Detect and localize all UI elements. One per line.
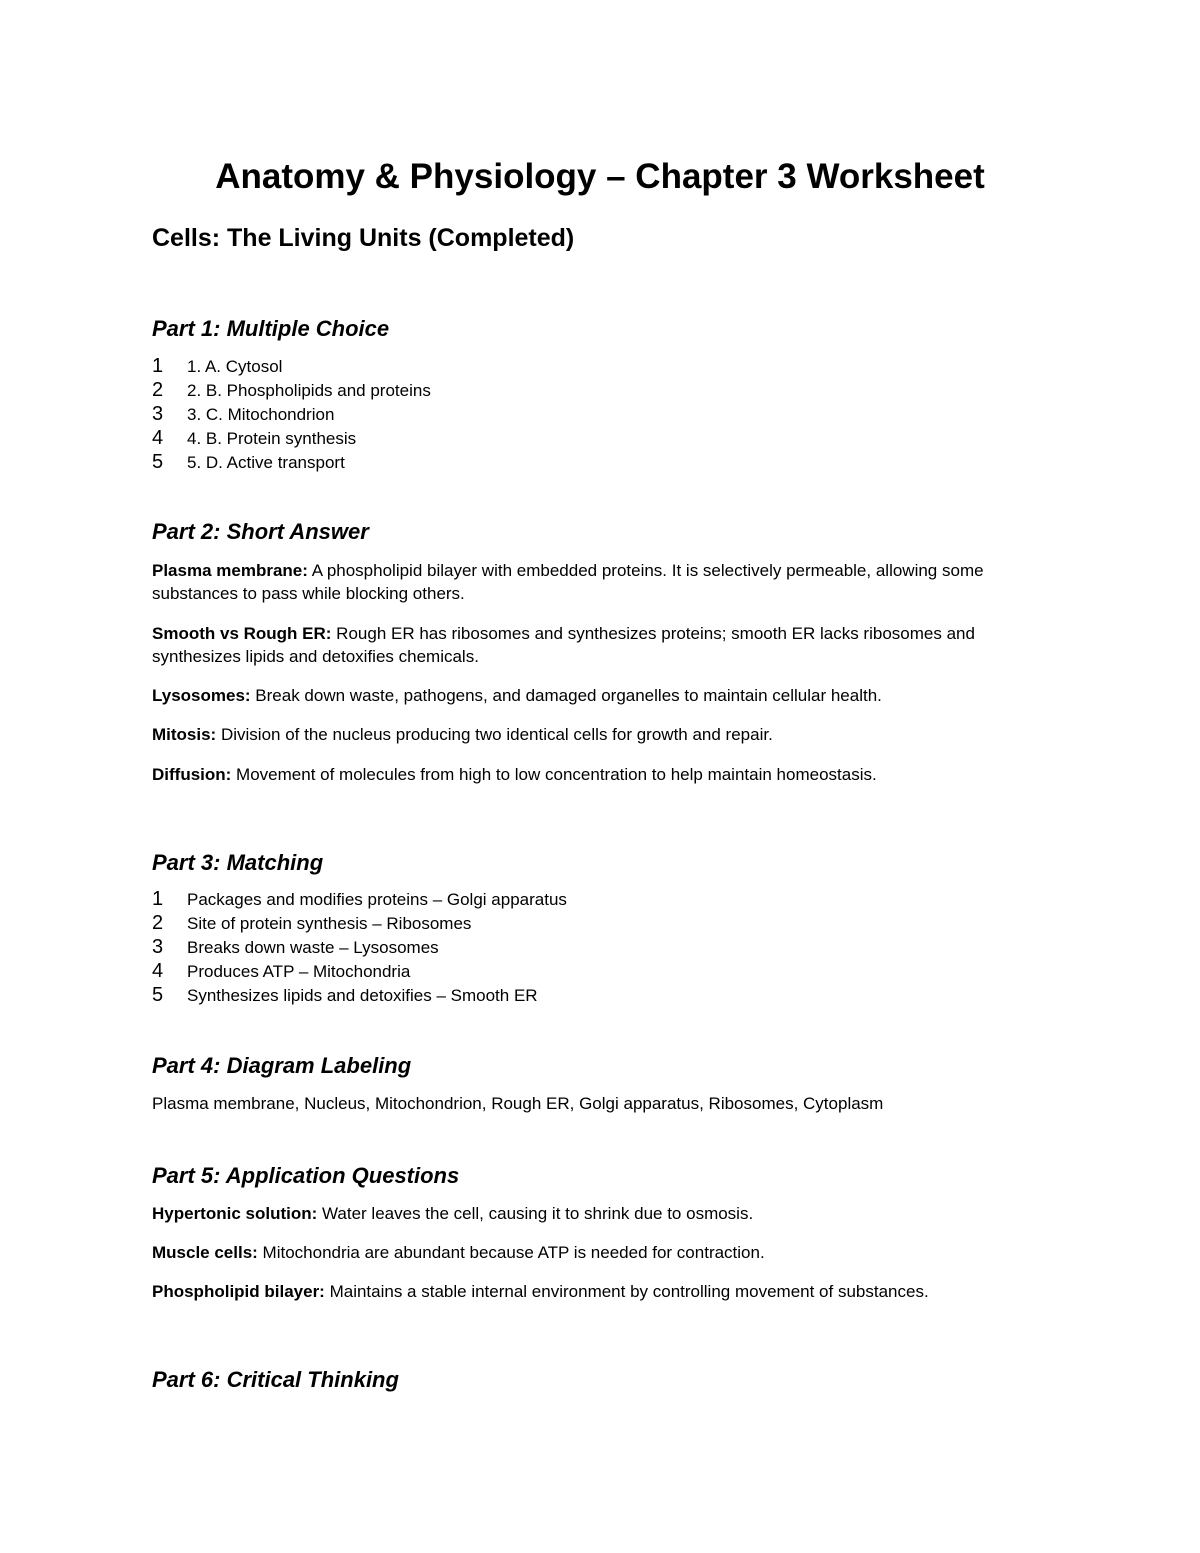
answer-text: Division of the nucleus producing two identical cells for growth and repair. — [216, 725, 773, 744]
short-answer-er — [152, 622, 1032, 668]
answer-text: Maintains a stable internal environment by controlling movement of substances. — [324, 1282, 929, 1301]
list-item — [152, 355, 431, 379]
list-item — [152, 984, 567, 1008]
short-answer-diffusion — [152, 763, 1032, 786]
list-item — [152, 888, 567, 912]
list-item — [152, 379, 431, 403]
item-number: 3 — [152, 936, 164, 958]
list-item — [152, 936, 567, 960]
term-label: Plasma membrane: — [152, 561, 308, 580]
term-label: Lysosomes: — [152, 686, 251, 705]
part4-heading: Part 4: Diagram Labeling — [152, 1053, 412, 1078]
application-hypertonic — [152, 1202, 1032, 1225]
item-text: 2. B. Phospholipids and proteins — [187, 381, 431, 400]
part6-heading: Part 6: Critical Thinking — [152, 1367, 399, 1392]
item-text: 1. A. Cytosol — [187, 357, 283, 376]
item-number: 5 — [152, 984, 164, 1006]
diagram-labels: Plasma membrane, Nucleus, Mitochondrion, Rough ER, Golgi apparatus, Ribosomes, Cytoplasm — [152, 1094, 884, 1113]
list-item — [152, 912, 567, 936]
item-number: 4 — [152, 427, 164, 449]
short-answer-plasma-membrane — [152, 559, 1032, 605]
multiple-choice-list — [152, 355, 431, 475]
item-number: 1 — [152, 355, 164, 377]
item-text: Breaks down waste – Lysosomes — [187, 938, 439, 957]
item-number: 4 — [152, 960, 164, 982]
list-item — [152, 427, 431, 451]
short-answer-lysosomes — [152, 684, 1032, 707]
answer-text: A phospholipid bilayer with embedded proteins. It is selectively permeable, allowing some substances to pass while blocking others. — [152, 561, 984, 603]
list-item — [152, 451, 431, 475]
term-label: Smooth vs Rough ER: — [152, 624, 332, 643]
item-number: 5 — [152, 451, 164, 473]
term-label: Diffusion: — [152, 765, 232, 784]
document-title: Anatomy & Physiology – Chapter 3 Worksheet — [215, 157, 985, 196]
item-text: 4. B. Protein synthesis — [187, 429, 357, 448]
part1-heading: Part 1: Multiple Choice — [152, 316, 390, 341]
part5-heading: Part 5: Application Questions — [152, 1163, 460, 1188]
term-label: Muscle cells: — [152, 1243, 258, 1262]
matching-list — [152, 888, 567, 1008]
short-answer-mitosis — [152, 723, 1032, 746]
item-number: 1 — [152, 888, 164, 910]
answer-text: Rough ER has ribosomes and synthesizes proteins; smooth ER lacks ribosomes and synthesizes lipids and detoxifies chemicals. — [152, 624, 975, 666]
item-number: 2 — [152, 912, 164, 934]
answer-text: Mitochondria are abundant because ATP is needed for contraction. — [257, 1243, 765, 1262]
item-text: Packages and modifies proteins – Golgi apparatus — [187, 890, 567, 909]
term-label: Phospholipid bilayer: — [152, 1282, 325, 1301]
item-text: Synthesizes lipids and detoxifies – Smooth ER — [187, 986, 538, 1005]
item-text: Site of protein synthesis – Ribosomes — [187, 914, 472, 933]
item-text: 3. C. Mitochondrion — [187, 405, 335, 424]
list-item — [152, 960, 567, 984]
application-phospholipid-bilayer — [152, 1280, 1032, 1303]
part2-heading: Part 2: Short Answer — [152, 519, 369, 544]
item-text: 5. D. Active transport — [187, 453, 345, 472]
document-subtitle: Cells: The Living Units (Completed) — [152, 224, 575, 252]
answer-text: Water leaves the cell, causing it to shrink due to osmosis. — [317, 1204, 754, 1223]
part3-heading: Part 3: Matching — [152, 850, 324, 875]
application-muscle-cells — [152, 1241, 1032, 1264]
term-label: Hypertonic solution: — [152, 1204, 318, 1223]
answer-text: Break down waste, pathogens, and damaged organelles to maintain cellular health. — [250, 686, 882, 705]
term-label: Mitosis: — [152, 725, 217, 744]
item-number: 3 — [152, 403, 164, 425]
answer-text: Movement of molecules from high to low concentration to help maintain homeostasis. — [231, 765, 877, 784]
item-text: Produces ATP – Mitochondria — [187, 962, 411, 981]
list-item — [152, 403, 431, 427]
item-number: 2 — [152, 379, 164, 401]
